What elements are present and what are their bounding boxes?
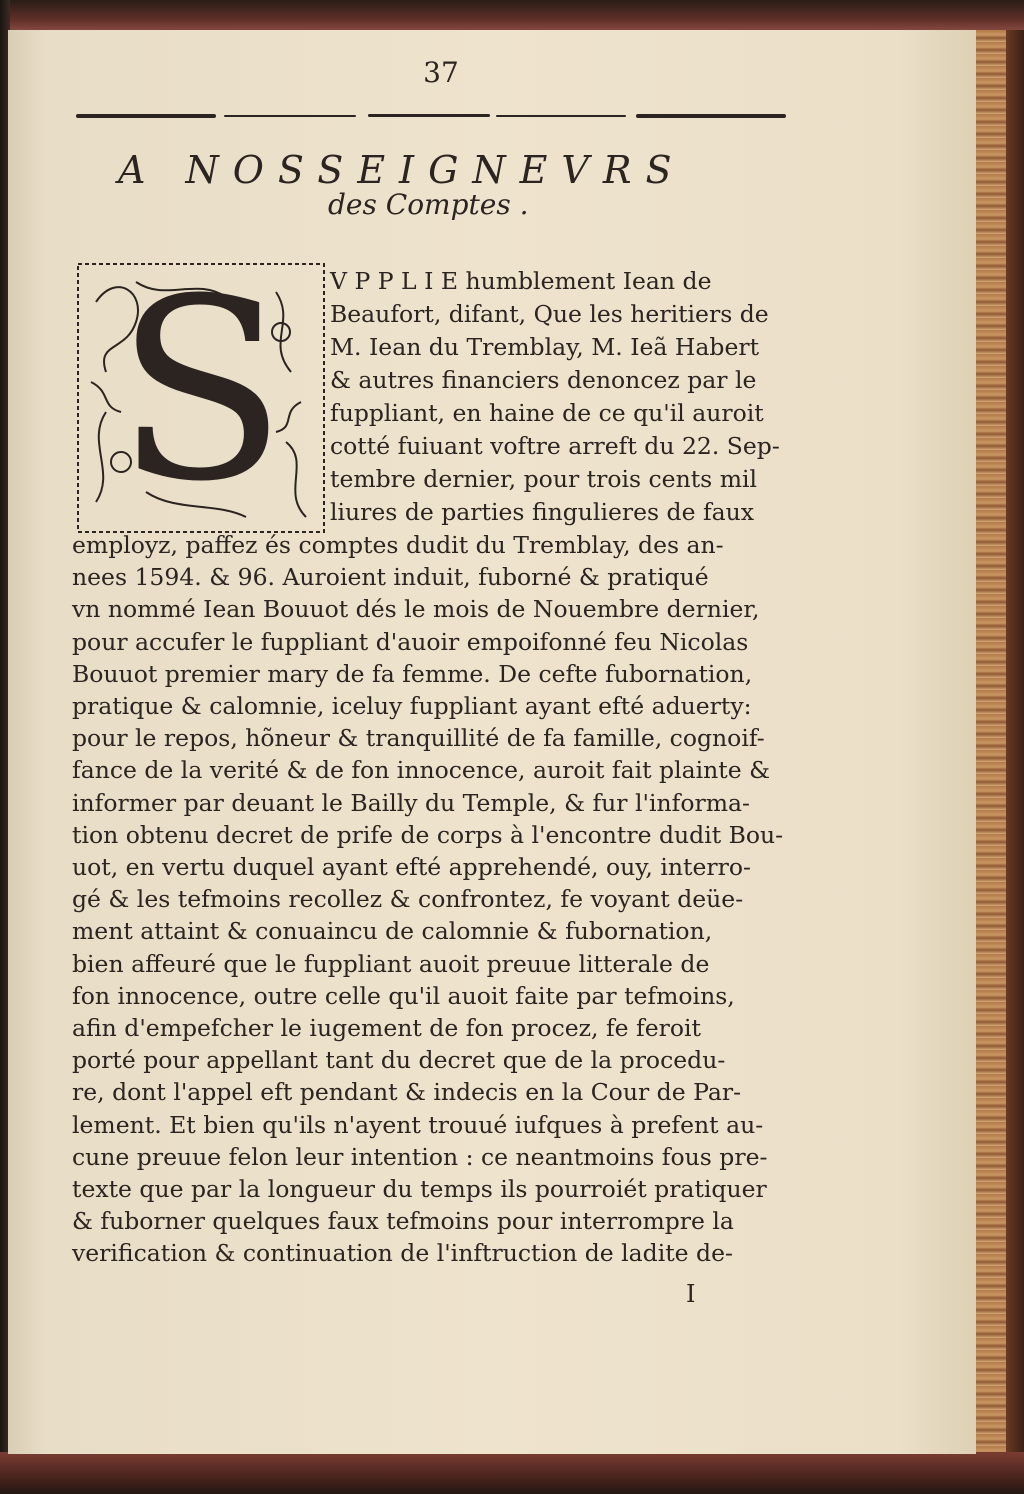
text-line: pratique & calomnie, iceluy fuppliant ayant efté aduerty: xyxy=(72,692,752,720)
page-stack-edge xyxy=(976,30,1024,1454)
text-line: cotté fuiuant voftre arreft du 22. Sep- xyxy=(330,432,780,460)
text-line: & autres financiers denoncez par le xyxy=(330,366,757,394)
text-line: afin d'empefcher le iugement de fon procez, fe feroit xyxy=(72,1014,701,1042)
text-line: M. Iean du Tremblay, M. Ieã Habert xyxy=(330,333,760,361)
ornamental-rule xyxy=(224,115,356,117)
text-line: Beaufort, difant, Que les heritiers de xyxy=(330,300,769,328)
text-line: liures de parties fingulieres de faux xyxy=(330,498,755,526)
book-bottom-edge xyxy=(0,1452,1024,1494)
text-line: V P P L I E humblement Iean de xyxy=(330,267,712,295)
book-top-edge xyxy=(0,0,1024,32)
text-line: uot, en vertu duquel ayant efté apprehendé, ouy, interro- xyxy=(72,853,751,881)
ornamental-rule xyxy=(496,115,626,117)
text-line: bien affeuré que le fuppliant auoit preuue litterale de xyxy=(72,949,710,978)
text-line: texte que par la longueur du temps ils pourroiét pratiquer xyxy=(72,1175,767,1203)
text-line: vn nommé Iean Bouuot dés le mois de Nouembre dernier, xyxy=(72,595,760,624)
text-line: tembre dernier, pour trois cents mil xyxy=(330,465,758,493)
text-line: gé & les tefmoins recollez & confrontez, fe voyant deüe- xyxy=(72,885,744,914)
page-number: 37 xyxy=(423,56,459,89)
text-line: pour accufer le fuppliant d'auoir empoifonné feu Nicolas xyxy=(72,627,749,656)
text-line: fon innocence, outre celle qu'il auoit faite par tefmoins, xyxy=(72,981,735,1010)
ornamental-rule xyxy=(636,114,786,118)
text-line: & fuborner quelques faux tefmoins pour interrompre la xyxy=(72,1207,734,1236)
page-subheading: des Comptes . xyxy=(328,188,529,221)
text-line: porté pour appellant tant du decret que de la procedu- xyxy=(72,1046,726,1075)
text-line: tion obtenu decret de prife de corps à l'encontre dudit Bou- xyxy=(72,820,784,849)
book-page xyxy=(8,30,976,1454)
text-line: informer par deuant le Bailly du Temple, & fur l'informa- xyxy=(72,788,750,817)
ornamental-rule xyxy=(368,114,490,117)
page-heading: A NOSSEIGNEVRS xyxy=(118,148,686,192)
text-line: fance de la verité & de fon innocence, auroit fait plainte & xyxy=(72,756,771,785)
text-line: fuppliant, en haine de ce qu'il auroit xyxy=(330,399,764,427)
text-line: pour le repos, hõneur & tranquillité de fa famille, cognoif- xyxy=(72,724,765,753)
text-line: Bouuot premier mary de fa femme. De cefte fubornation, xyxy=(72,659,753,688)
text-line: verification & continuation de l'inftruction de ladite de- xyxy=(72,1239,733,1268)
text-line: lement. Et bien qu'ils n'ayent trouué iufques à prefent au- xyxy=(72,1110,764,1139)
text-line: ment attaint & conuaincu de calomnie & fubornation, xyxy=(72,917,713,946)
svg-text:S: S xyxy=(115,262,287,534)
signature-mark: I xyxy=(686,1280,696,1308)
text-line: nees 1594. & 96. Auroient induit, fuborné & pratiqué xyxy=(72,563,709,592)
text-line: re, dont l'appel eft pendant & indecis en la Cour de Par- xyxy=(72,1078,742,1107)
ornamental-rule xyxy=(76,114,216,118)
text-line: employz, paffez és comptes dudit du Tremblay, des an- xyxy=(72,531,724,559)
decorated-initial-s-icon xyxy=(76,262,326,534)
text-line: cune preuue felon leur intention : ce neantmoins fous pre- xyxy=(72,1142,768,1171)
